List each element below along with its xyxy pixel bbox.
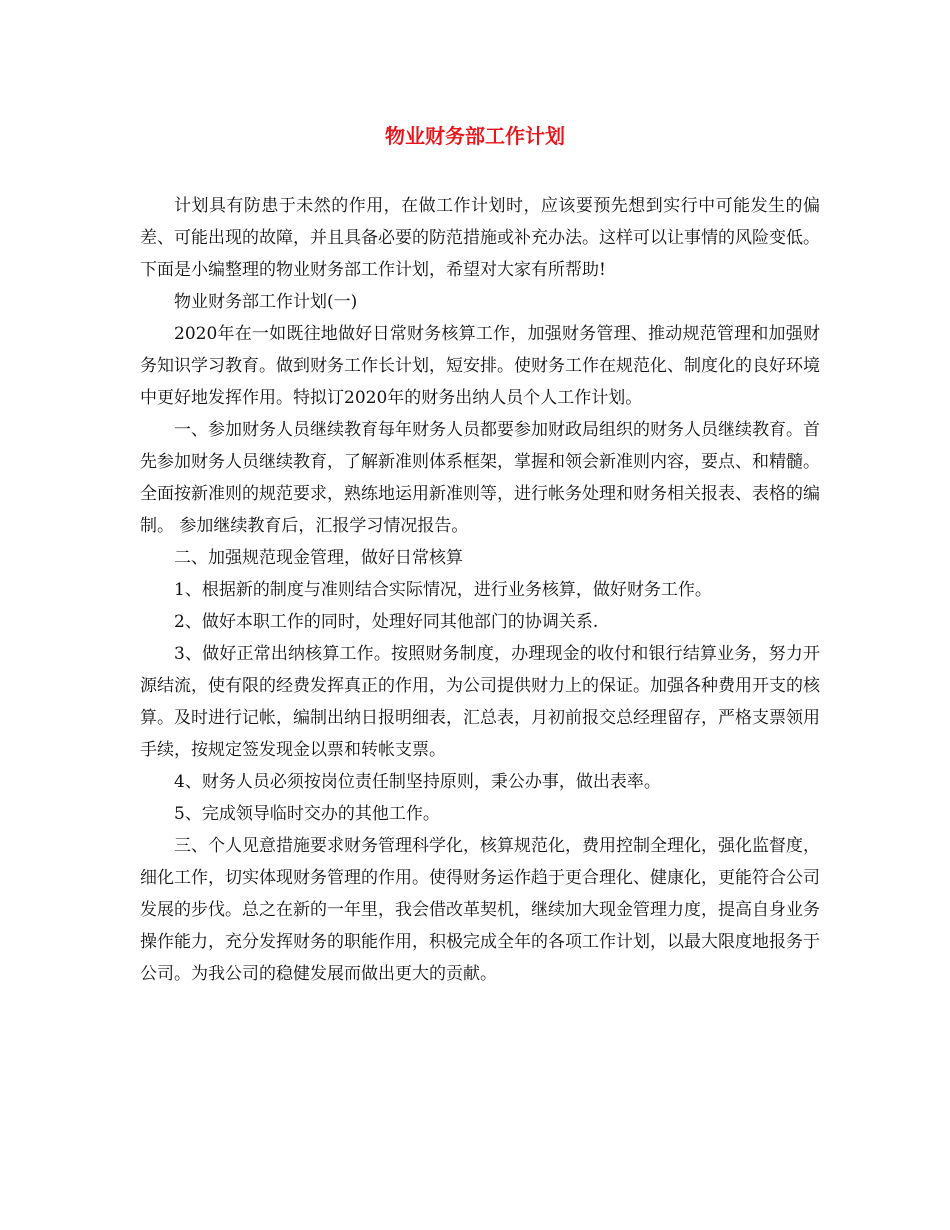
document-body (140, 190, 820, 990)
section-heading-cash-management: 二、加强规范现金管理，做好日常核算 (174, 548, 463, 568)
document-title: 物业财务部工作计划 (385, 124, 565, 148)
list-item-5: 5、完成领导临时交办的其他工作。 (174, 804, 440, 824)
list-item-3: 3、做好正常出纳核算工作。按照财务制度，办理现金的收付和银行结算业务，努力开源结流，使有限的经费发挥真正的作用，为公司提供财力上的保证。加强各种费用开支的核算。及时进行记帐，编制出纳日报明细表，汇总表，月初前报交总经理留存，严格支票领用手续，按规定签发现金以票和转帐支票。 (140, 644, 820, 760)
paragraph-intro: 计划具有防患于未然的作用，在做工作计划时，应该要预先想到实行中可能发生的偏差、可能出现的故障，并且具备必要的防范措施或补充办法。这样可以让事情的风险变低。下面是小编整理的物业财务部工作计划，希望对大家有所帮助! (140, 196, 820, 280)
list-item-4: 4、财务人员必须按岗位责任制坚持原则，秉公办事，做出表率。 (174, 772, 661, 792)
list-item-1: 1、根据新的制度与准则结合实际情况，进行业务核算，做好财务工作。 (174, 580, 712, 600)
paragraph-continuing-education: 一、参加财务人员继续教育每年财务人员都要参加财政局组织的财务人员继续教育。首先参加财务人员继续教育，了解新准则体系框架，掌握和领会新准则内容，要点、和精髓。全面按新准则的规范要求，熟练地运用新准则等，进行帐务处理和财务相关报表、表格的编制。 参加继续教育后，汇报学习情况报告。 (140, 420, 820, 536)
paragraph-personal-measures: 三、个人见意措施要求财务管理科学化，核算规范化，费用控制全理化，强化监督度，细化工作，切实体现财务管理的作用。使得财务运作趋于更合理化、健康化，更能符合公司发展的步伐。总之在新的一年里，我会借改革契机，继续加大现金管理力度，提高自身业务操作能力，充分发挥财务的职能作用，积极完成全年的各项工作计划，以最大限度地报务于公司。为我公司的稳健发展而做出更大的贡献。 (140, 836, 820, 984)
section-heading-plan-one: 物业财务部工作计划(一) (174, 292, 358, 312)
list-item-2: 2、做好本职工作的同时，处理好同其他部门的协调关系. (174, 612, 599, 632)
paragraph-overview-2020: 2020年在一如既往地做好日常财务核算工作，加强财务管理、推动规范管理和加强财务知识学习教育。做到财务工作长计划，短安排。使财务工作在规范化、制度化的良好环境中更好地发挥作用。特拟订2020年的财务出纳人员个人工作计划。 (140, 324, 820, 408)
